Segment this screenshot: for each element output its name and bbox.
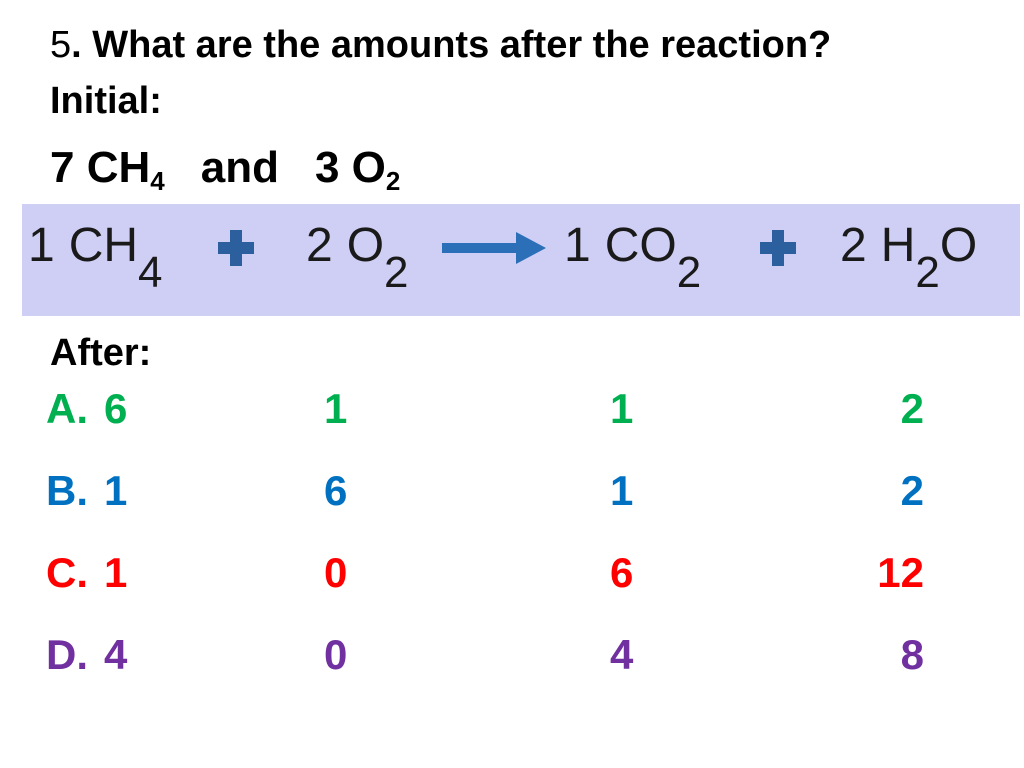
term-formula: CH (68, 219, 139, 272)
initial-label: Initial: (50, 80, 162, 122)
term-subscript: 2 (915, 248, 940, 297)
option-value-co2: 1 (610, 385, 634, 432)
term-subscript: 2 (384, 248, 409, 297)
option-value-ch4: 1 (104, 467, 128, 514)
option-value-h2o: 2 (900, 385, 924, 432)
term-coefficient: 1 (564, 219, 591, 272)
equation-term-o2 (306, 218, 409, 297)
equation-term-h2o (840, 218, 978, 297)
option-value-co2: 6 (610, 549, 634, 596)
term-subscript: 4 (138, 248, 163, 297)
term-subscript: 2 (676, 248, 702, 297)
option-value-h2o: 2 (900, 467, 924, 514)
term-formula: O (346, 219, 385, 272)
option-letter: D. (46, 631, 88, 678)
initial-ch4-subscript: 4 (150, 166, 165, 196)
option-value-co2: 4 (610, 631, 634, 678)
option-value-o2: 0 (324, 631, 348, 678)
initial-ch4: 7 CH (50, 143, 151, 192)
question-title (50, 22, 1010, 68)
plus-icon (216, 228, 256, 268)
option-letter: A. (46, 385, 88, 432)
option-letter: B. (46, 467, 88, 514)
question-text: . What are the amounts after the reaction? (71, 24, 832, 66)
option-value-o2: 1 (324, 385, 348, 432)
option-value-co2: 1 (610, 467, 634, 514)
answer-option-c[interactable] (0, 548, 1024, 608)
option-value-ch4: 4 (104, 631, 128, 678)
initial-and: and (200, 143, 279, 192)
initial-o2-subscript: 2 (385, 166, 401, 196)
initial-o2: 3 O (314, 143, 386, 192)
term-formula: CO (604, 219, 677, 272)
option-value-o2: 6 (324, 467, 348, 514)
question-number: 5 (50, 24, 72, 66)
after-label: After: (50, 332, 152, 374)
option-letter: C. (46, 549, 88, 596)
answer-option-d[interactable] (0, 630, 1024, 690)
term-formula: H (880, 219, 916, 272)
term-coefficient: 2 (840, 219, 867, 272)
option-value-ch4: 1 (104, 549, 128, 596)
initial-amounts (50, 140, 400, 196)
answer-option-a[interactable] (0, 384, 1024, 444)
term-coefficient: 1 (28, 219, 55, 272)
option-value-h2o: 12 (877, 549, 924, 596)
arrow-right-icon (442, 230, 546, 266)
term-coefficient: 2 (306, 219, 333, 272)
option-value-ch4: 6 (104, 385, 128, 432)
plus-icon (758, 228, 798, 268)
term-formula-tail: O (939, 219, 978, 272)
equation-banner (22, 204, 1020, 316)
answer-option-b[interactable] (0, 466, 1024, 526)
option-value-h2o: 8 (900, 631, 924, 678)
option-value-o2: 0 (324, 549, 348, 596)
equation-term-ch4 (28, 218, 163, 297)
equation-term-co2 (564, 218, 702, 297)
